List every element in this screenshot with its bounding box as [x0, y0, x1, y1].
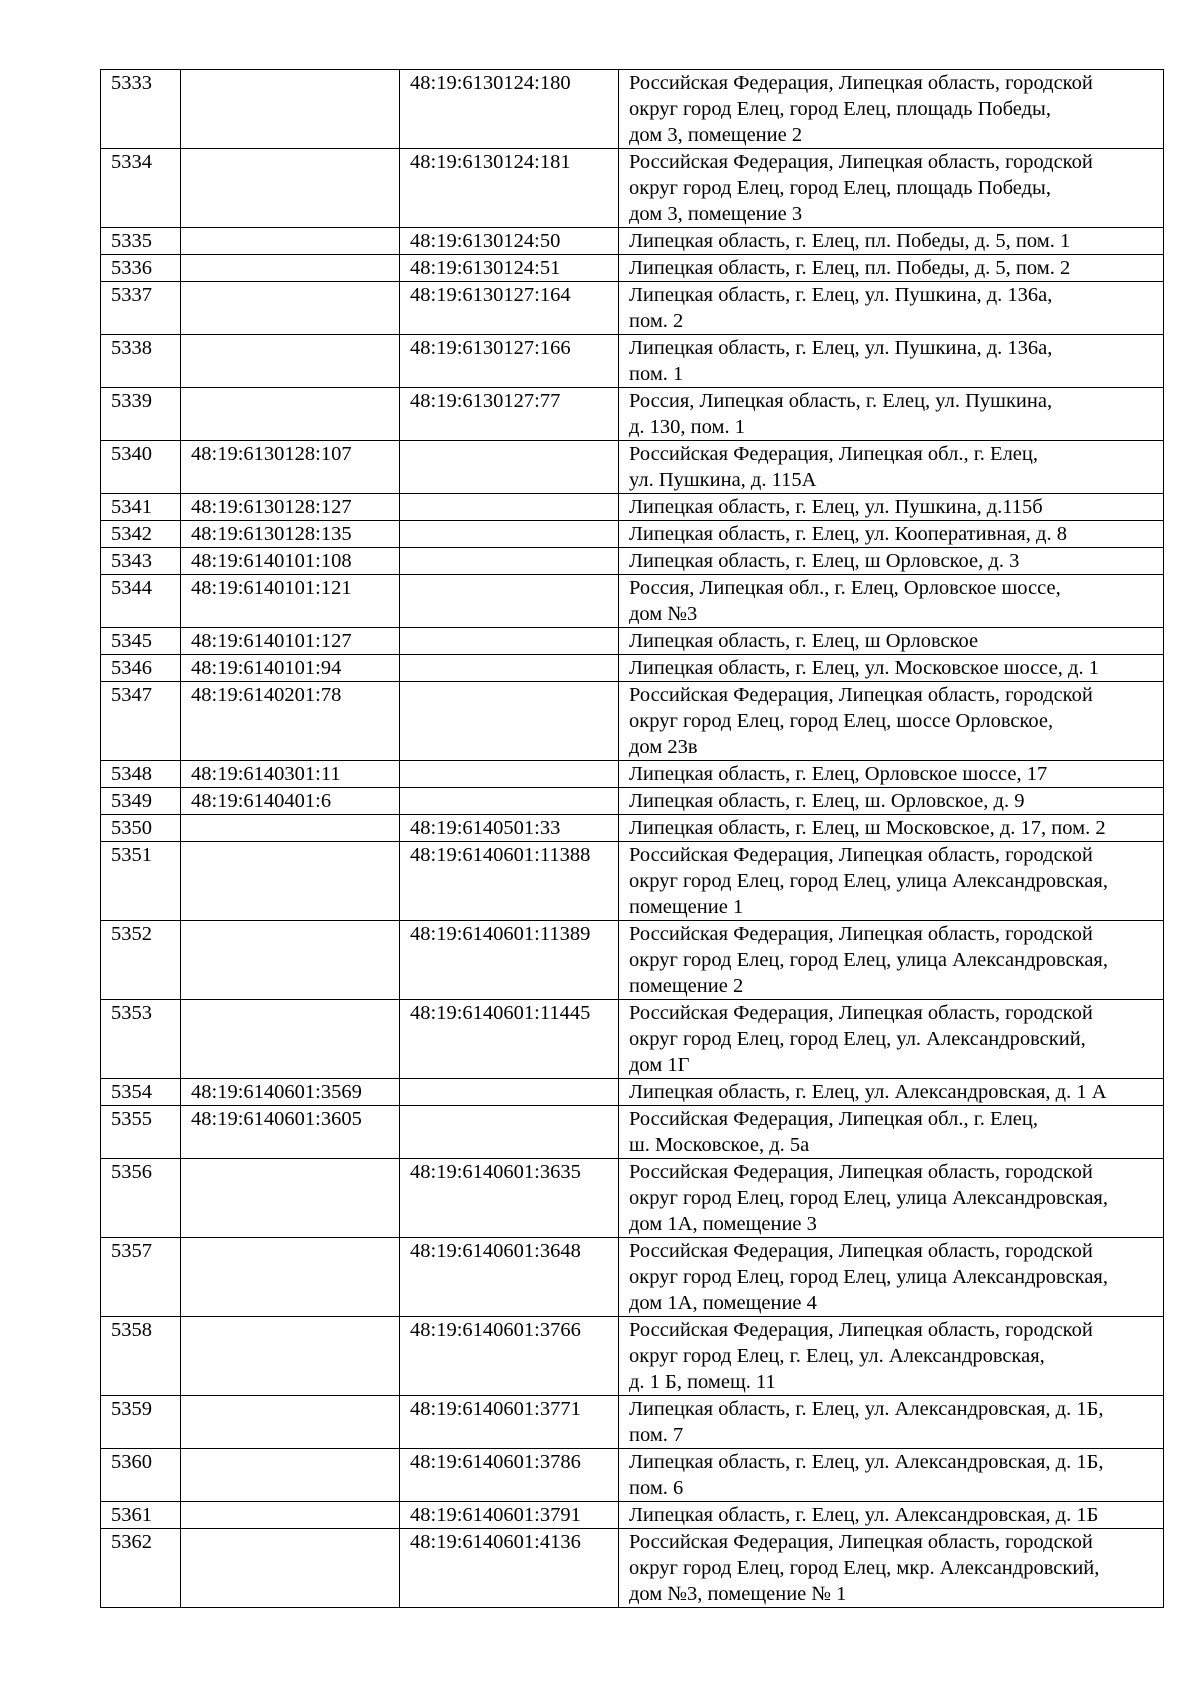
- premise-cadastral-number-cell: [400, 494, 619, 521]
- land-cadastral-number-cell: 48:19:6140101:121: [181, 575, 400, 628]
- row-number-cell: 5362: [101, 1529, 181, 1608]
- premise-cadastral-number-cell: 48:19:6130127:77: [400, 388, 619, 441]
- row-number-cell: 5343: [101, 548, 181, 575]
- land-cadastral-number-cell: [181, 1317, 400, 1396]
- land-cadastral-number-cell: [181, 388, 400, 441]
- table-row: [101, 494, 1164, 521]
- table-row: [101, 1159, 1164, 1238]
- land-cadastral-number-cell: [181, 1238, 400, 1317]
- address-cell: Липецкая область, г. Елец, ул. Александровская, д. 1Б, пом. 6: [619, 1449, 1164, 1502]
- table-row: [101, 282, 1164, 335]
- table-row: [101, 815, 1164, 842]
- table-row: [101, 521, 1164, 548]
- address-cell: Липецкая область, г. Елец, ул. Пушкина, д.115б: [619, 494, 1164, 521]
- premise-cadastral-number-cell: 48:19:6140601:3786: [400, 1449, 619, 1502]
- premise-cadastral-number-cell: 48:19:6140601:3648: [400, 1238, 619, 1317]
- address-cell: Российская Федерация, Липецкая область, городской округ город Елец, г. Елец, ул. Александровская, д. 1 Б, помещ. 11: [619, 1317, 1164, 1396]
- row-number-cell: 5341: [101, 494, 181, 521]
- premise-cadastral-number-cell: 48:19:6130124:181: [400, 149, 619, 228]
- premise-cadastral-number-cell: 48:19:6130127:164: [400, 282, 619, 335]
- registry-table-body: [101, 70, 1164, 1608]
- address-cell: Липецкая область, г. Елец, ул. Александровская, д. 1Б, пом. 7: [619, 1396, 1164, 1449]
- premise-cadastral-number-cell: 48:19:6140601:11445: [400, 1000, 619, 1079]
- land-cadastral-number-cell: [181, 921, 400, 1000]
- premise-cadastral-number-cell: 48:19:6140601:3771: [400, 1396, 619, 1449]
- address-cell: Липецкая область, г. Елец, ш. Орловское, д. 9: [619, 788, 1164, 815]
- premise-cadastral-number-cell: 48:19:6140601:3766: [400, 1317, 619, 1396]
- table-row: [101, 548, 1164, 575]
- table-row: [101, 1106, 1164, 1159]
- table-row: [101, 255, 1164, 282]
- premise-cadastral-number-cell: 48:19:6140601:3635: [400, 1159, 619, 1238]
- row-number-cell: 5356: [101, 1159, 181, 1238]
- address-cell: Липецкая область, г. Елец, ш Орловское, д. 3: [619, 548, 1164, 575]
- address-cell: Российская Федерация, Липецкая область, городской округ город Елец, город Елец, ул. Александровский, дом 1Г: [619, 1000, 1164, 1079]
- registry-table: [100, 69, 1164, 1608]
- row-number-cell: 5345: [101, 628, 181, 655]
- row-number-cell: 5336: [101, 255, 181, 282]
- land-cadastral-number-cell: 48:19:6140101:108: [181, 548, 400, 575]
- table-row: [101, 788, 1164, 815]
- address-cell: Российская Федерация, Липецкая область, городской округ город Елец, город Елец, площадь Победы, дом 3, помещение 3: [619, 149, 1164, 228]
- row-number-cell: 5350: [101, 815, 181, 842]
- row-number-cell: 5348: [101, 761, 181, 788]
- land-cadastral-number-cell: [181, 1000, 400, 1079]
- land-cadastral-number-cell: [181, 255, 400, 282]
- land-cadastral-number-cell: [181, 1449, 400, 1502]
- table-row: [101, 1000, 1164, 1079]
- land-cadastral-number-cell: 48:19:6130128:127: [181, 494, 400, 521]
- land-cadastral-number-cell: 48:19:6130128:135: [181, 521, 400, 548]
- row-number-cell: 5360: [101, 1449, 181, 1502]
- row-number-cell: 5353: [101, 1000, 181, 1079]
- premise-cadastral-number-cell: [400, 1079, 619, 1106]
- row-number-cell: 5361: [101, 1502, 181, 1529]
- address-cell: Липецкая область, г. Елец, ул. Кооперативная, д. 8: [619, 521, 1164, 548]
- address-cell: Российская Федерация, Липецкая область, городской округ город Елец, город Елец, улица Александровская, помещение 1: [619, 842, 1164, 921]
- row-number-cell: 5333: [101, 70, 181, 149]
- address-cell: Российская Федерация, Липецкая обл., г. Елец, ш. Московское, д. 5а: [619, 1106, 1164, 1159]
- address-cell: Россия, Липецкая обл., г. Елец, Орловское шоссе, дом №3: [619, 575, 1164, 628]
- row-number-cell: 5359: [101, 1396, 181, 1449]
- table-row: [101, 842, 1164, 921]
- premise-cadastral-number-cell: 48:19:6140601:3791: [400, 1502, 619, 1529]
- address-cell: Липецкая область, г. Елец, ул. Пушкина, д. 136а, пом. 2: [619, 282, 1164, 335]
- address-cell: Липецкая область, г. Елец, ул. Пушкина, д. 136а, пом. 1: [619, 335, 1164, 388]
- premise-cadastral-number-cell: 48:19:6130124:50: [400, 228, 619, 255]
- table-row: [101, 335, 1164, 388]
- table-row: [101, 921, 1164, 1000]
- address-cell: Липецкая область, г. Елец, ш Московское, д. 17, пом. 2: [619, 815, 1164, 842]
- row-number-cell: 5354: [101, 1079, 181, 1106]
- row-number-cell: 5358: [101, 1317, 181, 1396]
- row-number-cell: 5349: [101, 788, 181, 815]
- premise-cadastral-number-cell: [400, 682, 619, 761]
- address-cell: Российская Федерация, Липецкая область, городской округ город Елец, город Елец, улица Александровская, помещение 2: [619, 921, 1164, 1000]
- address-cell: Липецкая область, г. Елец, пл. Победы, д. 5, пом. 1: [619, 228, 1164, 255]
- table-row: [101, 1529, 1164, 1608]
- premise-cadastral-number-cell: 48:19:6130124:180: [400, 70, 619, 149]
- address-cell: Липецкая область, г. Елец, Орловское шоссе, 17: [619, 761, 1164, 788]
- premise-cadastral-number-cell: [400, 548, 619, 575]
- land-cadastral-number-cell: [181, 70, 400, 149]
- premise-cadastral-number-cell: [400, 521, 619, 548]
- table-row: [101, 1317, 1164, 1396]
- premise-cadastral-number-cell: [400, 628, 619, 655]
- row-number-cell: 5344: [101, 575, 181, 628]
- land-cadastral-number-cell: [181, 815, 400, 842]
- premise-cadastral-number-cell: 48:19:6140601:11389: [400, 921, 619, 1000]
- table-row: [101, 655, 1164, 682]
- table-row: [101, 149, 1164, 228]
- table-row: [101, 441, 1164, 494]
- row-number-cell: 5340: [101, 441, 181, 494]
- premise-cadastral-number-cell: 48:19:6130127:166: [400, 335, 619, 388]
- land-cadastral-number-cell: [181, 1529, 400, 1608]
- address-cell: Российская Федерация, Липецкая область, городской округ город Елец, город Елец, улица Александровская, дом 1А, помещение 3: [619, 1159, 1164, 1238]
- address-cell: Липецкая область, г. Елец, пл. Победы, д. 5, пом. 2: [619, 255, 1164, 282]
- land-cadastral-number-cell: 48:19:6140601:3569: [181, 1079, 400, 1106]
- premise-cadastral-number-cell: [400, 761, 619, 788]
- premise-cadastral-number-cell: [400, 788, 619, 815]
- row-number-cell: 5339: [101, 388, 181, 441]
- premise-cadastral-number-cell: [400, 575, 619, 628]
- table-row: [101, 1238, 1164, 1317]
- land-cadastral-number-cell: [181, 1396, 400, 1449]
- premise-cadastral-number-cell: [400, 1106, 619, 1159]
- row-number-cell: 5351: [101, 842, 181, 921]
- row-number-cell: 5337: [101, 282, 181, 335]
- land-cadastral-number-cell: [181, 149, 400, 228]
- address-cell: Российская Федерация, Липецкая область, городской округ город Елец, город Елец, площадь Победы, дом 3, помещение 2: [619, 70, 1164, 149]
- table-row: [101, 70, 1164, 149]
- land-cadastral-number-cell: [181, 1502, 400, 1529]
- row-number-cell: 5342: [101, 521, 181, 548]
- row-number-cell: 5335: [101, 228, 181, 255]
- premise-cadastral-number-cell: 48:19:6140501:33: [400, 815, 619, 842]
- table-row: [101, 575, 1164, 628]
- row-number-cell: 5355: [101, 1106, 181, 1159]
- table-row: [101, 1449, 1164, 1502]
- address-cell: Липецкая область, г. Елец, ш Орловское: [619, 628, 1164, 655]
- address-cell: Липецкая область, г. Елец, ул. Александровская, д. 1Б: [619, 1502, 1164, 1529]
- address-cell: Российская Федерация, Липецкая область, городской округ город Елец, город Елец, улица Александровская, дом 1А, помещение 4: [619, 1238, 1164, 1317]
- table-row: [101, 761, 1164, 788]
- table-row: [101, 1079, 1164, 1106]
- row-number-cell: 5357: [101, 1238, 181, 1317]
- land-cadastral-number-cell: 48:19:6140101:94: [181, 655, 400, 682]
- premise-cadastral-number-cell: 48:19:6140601:11388: [400, 842, 619, 921]
- row-number-cell: 5338: [101, 335, 181, 388]
- address-cell: Российская Федерация, Липецкая обл., г. Елец, ул. Пушкина, д. 115А: [619, 441, 1164, 494]
- address-cell: Российская Федерация, Липецкая область, городской округ город Елец, город Елец, шоссе Орловское, дом 23в: [619, 682, 1164, 761]
- row-number-cell: 5347: [101, 682, 181, 761]
- land-cadastral-number-cell: 48:19:6140101:127: [181, 628, 400, 655]
- table-row: [101, 388, 1164, 441]
- land-cadastral-number-cell: 48:19:6130128:107: [181, 441, 400, 494]
- land-cadastral-number-cell: [181, 1159, 400, 1238]
- premise-cadastral-number-cell: 48:19:6140601:4136: [400, 1529, 619, 1608]
- land-cadastral-number-cell: [181, 228, 400, 255]
- land-cadastral-number-cell: [181, 842, 400, 921]
- table-row: [101, 682, 1164, 761]
- land-cadastral-number-cell: [181, 335, 400, 388]
- land-cadastral-number-cell: 48:19:6140301:11: [181, 761, 400, 788]
- table-row: [101, 628, 1164, 655]
- land-cadastral-number-cell: 48:19:6140401:6: [181, 788, 400, 815]
- address-cell: Липецкая область, г. Елец, ул. Александровская, д. 1 А: [619, 1079, 1164, 1106]
- table-row: [101, 1502, 1164, 1529]
- address-cell: Российская Федерация, Липецкая область, городской округ город Елец, город Елец, мкр. Александровский, дом №3, помещение № 1: [619, 1529, 1164, 1608]
- address-cell: Россия, Липецкая область, г. Елец, ул. Пушкина, д. 130, пом. 1: [619, 388, 1164, 441]
- premise-cadastral-number-cell: [400, 655, 619, 682]
- land-cadastral-number-cell: [181, 282, 400, 335]
- table-row: [101, 1396, 1164, 1449]
- land-cadastral-number-cell: 48:19:6140201:78: [181, 682, 400, 761]
- row-number-cell: 5352: [101, 921, 181, 1000]
- land-cadastral-number-cell: 48:19:6140601:3605: [181, 1106, 400, 1159]
- table-row: [101, 228, 1164, 255]
- address-cell: Липецкая область, г. Елец, ул. Московское шоссе, д. 1: [619, 655, 1164, 682]
- premise-cadastral-number-cell: 48:19:6130124:51: [400, 255, 619, 282]
- row-number-cell: 5334: [101, 149, 181, 228]
- row-number-cell: 5346: [101, 655, 181, 682]
- premise-cadastral-number-cell: [400, 441, 619, 494]
